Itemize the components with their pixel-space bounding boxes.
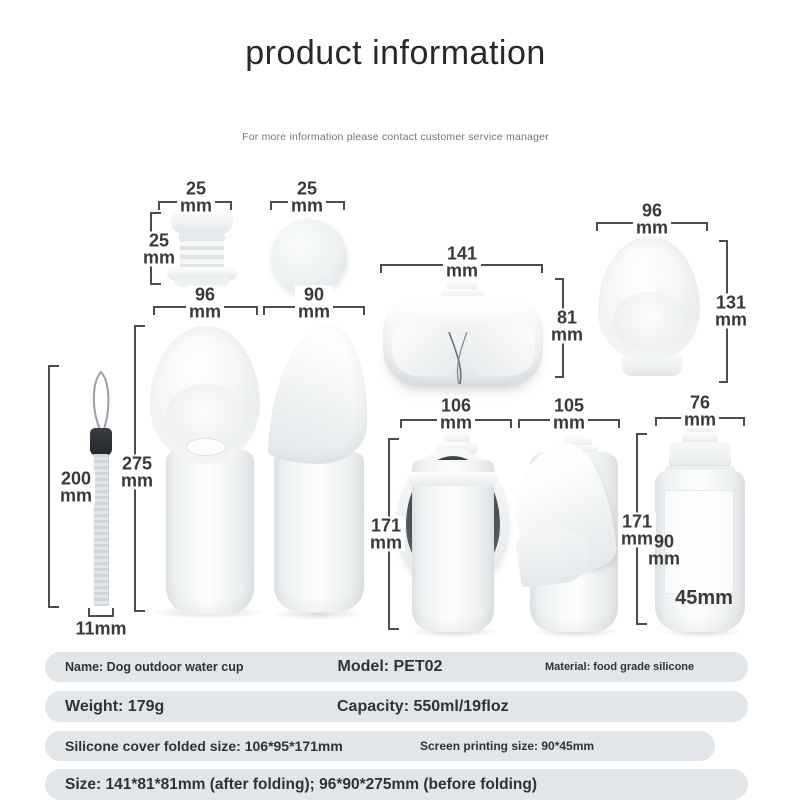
spec-print-size: Screen printing size: 90*45mm	[420, 739, 595, 753]
dim-label-hood-width: 106 mm	[437, 396, 475, 431]
cap-accordion	[180, 241, 224, 269]
open-bottle-body	[166, 450, 254, 614]
dim-bracket-lanyard-width	[88, 615, 114, 617]
lanyard-cap	[90, 428, 112, 456]
dim-label-bottle-width: 76 mm	[681, 393, 719, 428]
folded-right-wing	[471, 324, 535, 376]
closed-bottle-body	[274, 452, 364, 612]
dim-label-cap-height: 25 mm	[140, 231, 178, 266]
spec-material: Material: food grade silicone	[545, 661, 695, 673]
figure-folded-cup	[383, 280, 545, 392]
spec-row-weight-capacity	[45, 691, 748, 722]
dim-label-cap-width: 25 mm	[177, 179, 215, 214]
hood-bottle-rim	[408, 472, 498, 486]
dim-label-print-height: 90 mm	[647, 531, 681, 568]
spec-name: Name: Dog outdoor water cup	[65, 660, 244, 674]
dim-label-closed-width: 90 mm	[295, 285, 333, 320]
figure-silicone-bowl	[598, 236, 702, 378]
dim-label-lanyard-width: 11mm	[72, 620, 129, 639]
page-subtitle: For more information please contact customer service manager	[242, 131, 549, 143]
dim-label-bowl-width: 96 mm	[633, 201, 671, 236]
figure-bottle-wrap-cover	[516, 436, 628, 640]
spec-row-name-model-material	[45, 652, 748, 682]
lanyard-strap	[93, 454, 109, 606]
dim-label-captop-width: 25 mm	[288, 179, 326, 214]
lanyard-loop-cord	[88, 368, 114, 434]
dim-bracket-lanyard-height	[48, 365, 50, 608]
closed-cover	[268, 322, 371, 465]
dim-label-bowl-height: 131 mm	[712, 293, 750, 328]
dim-label-open-width: 96 mm	[186, 285, 224, 320]
dim-label-bottle-height: 171 mm	[618, 512, 656, 547]
figure-bottle-folded-cover	[262, 322, 370, 618]
dim-label-folded-height: 81 mm	[548, 308, 586, 343]
open-bowl-spout	[186, 438, 226, 456]
page-title: product information	[245, 34, 546, 72]
dim-label-hood-height: 171 mm	[367, 516, 405, 551]
spec-model: Model: PET02	[337, 658, 443, 675]
spec-row-overall-size	[45, 769, 748, 800]
figure-bottle-open-bowl	[138, 326, 262, 618]
bowl-inner-face	[613, 292, 685, 350]
dim-label-open-height: 275 mm	[118, 454, 156, 489]
figure-bottle-hood-cover	[396, 432, 512, 640]
spec-size: Size: 141*81*81mm (after folding); 96*90*275mm (before folding)	[65, 775, 538, 793]
folded-cord	[443, 332, 473, 386]
spec-capacity: Capacity: 550ml/19floz	[337, 697, 509, 715]
dim-label-print-width: 45mm	[675, 586, 733, 609]
dim-label-wrap-width: 105 mm	[550, 396, 588, 431]
bottle-lid	[669, 442, 731, 468]
spec-row-folded-print-size	[45, 731, 715, 761]
spec-weight: Weight: 179g	[65, 697, 165, 715]
dim-label-lanyard-height: 200 mm	[57, 469, 95, 504]
spec-folded-size: Silicone cover folded size: 106*95*171mm	[65, 738, 343, 754]
dim-label-folded-width: 141 mm	[443, 244, 481, 279]
